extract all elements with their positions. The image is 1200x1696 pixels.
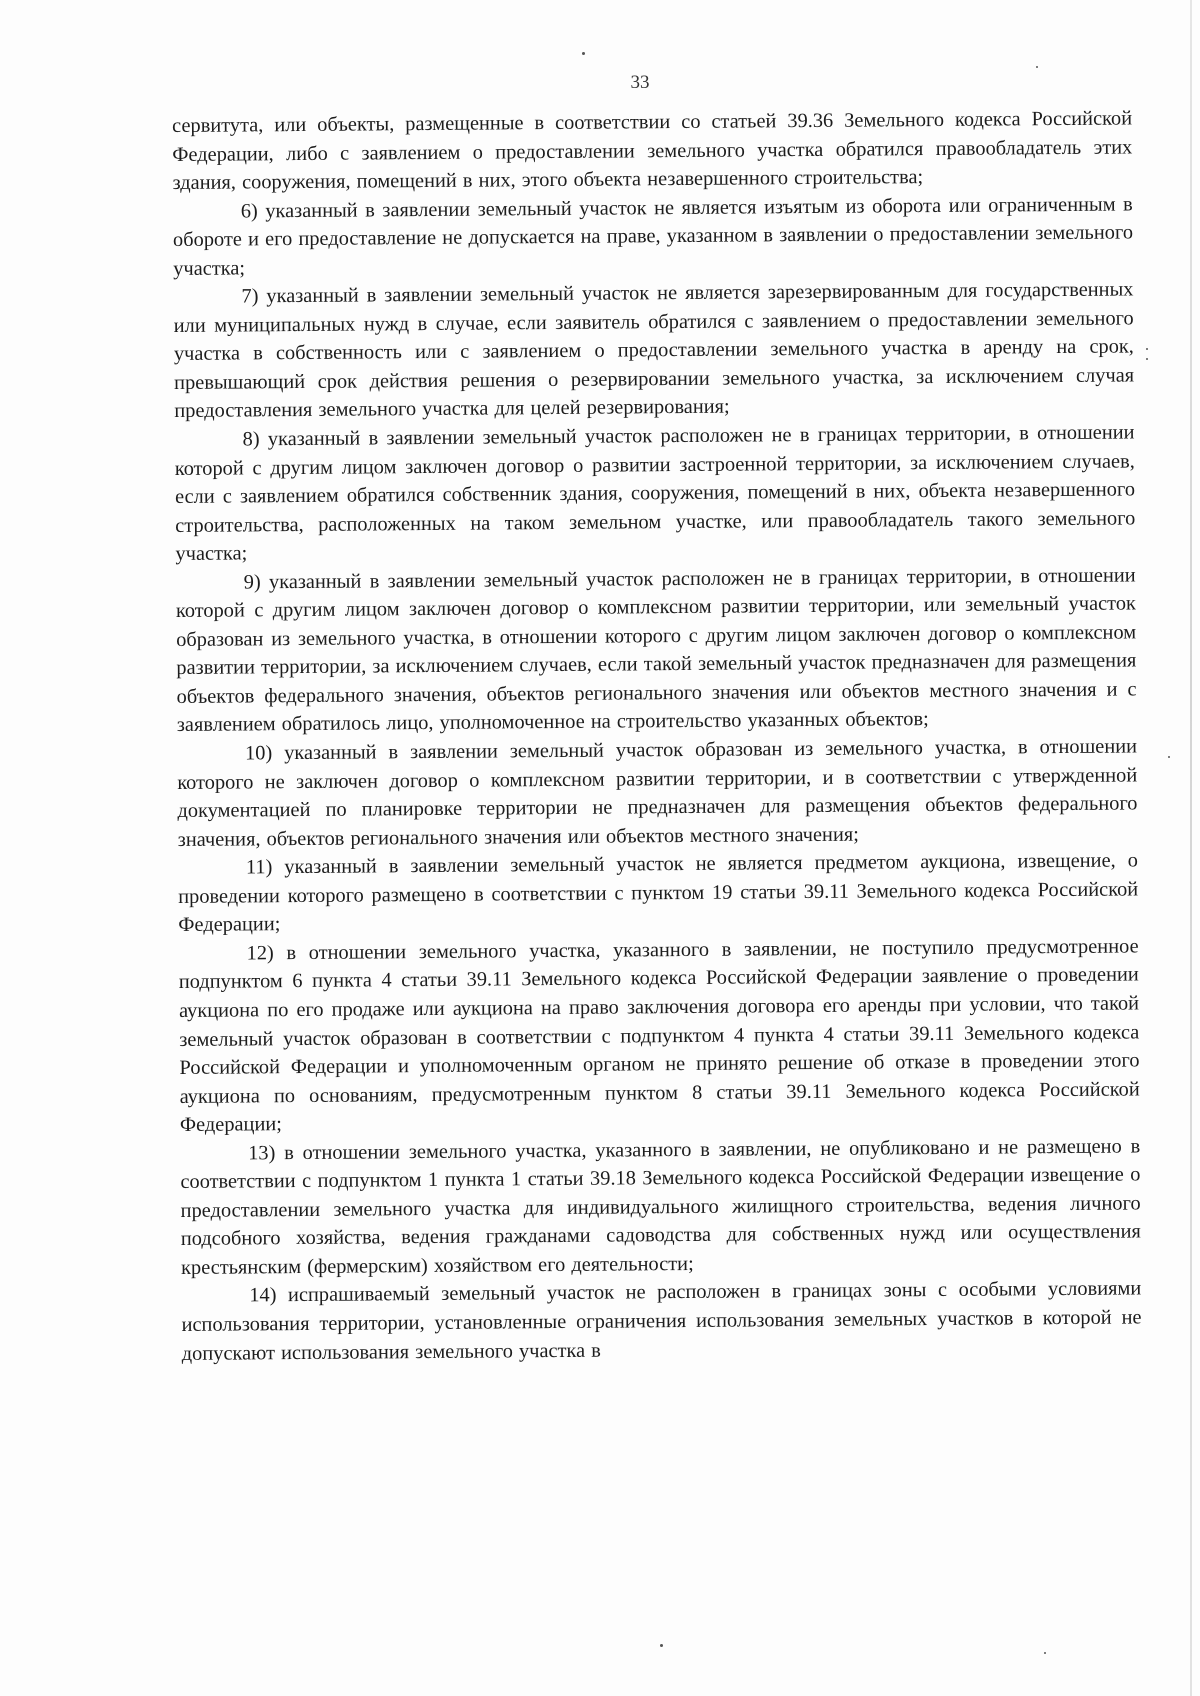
scan-edge-line: [1190, 0, 1192, 1696]
paragraph-item-14: 14) испрашиваемый земельный участок не расположен в границах зоны с особыми условиями использования территории, установленные ограничения использования земельных участков в которой не допускают использования земельного участка в: [181, 1277, 1142, 1365]
paragraph-item-7: 7) указанный в заявлении земельный участок не является зарезервированным для государственных или муниципальных нужд в случае, если заявитель обратился с заявлением о предоставлении земельного участка в собственность или с заявлением о предоставлении земельного участка в аренду на срок, превышающий срок действия решения о резервировании земельного участка, за исключением случая предоставления земельного участка для целей резервирования;: [173, 278, 1135, 423]
paragraph-item-9: 9) указанный в заявлении земельный участок расположен не в границах территории, в отношении которой с другим лицом заключен договор о комплексном развитии территории, или земельный участок образован из земельного участка, в отношении которого с другим лицом заключен договор о комплексном развитии территории, за исключением случаев, если такой земельный участок предназначен для размещения объектов федерального значения, объектов регионального значения или объектов местного значения и с заявлением обратилось лицо, уполномоченное на строительство указанных объектов;: [175, 564, 1137, 737]
scan-speck: [1146, 358, 1148, 360]
paragraph-item-13: 13) в отношении земельного участка, указанного в заявлении, не опубликовано и не размещено в соответствии с подпунктом 1 пункта 1 статьи 39.18 Земельного кодекса Российской Федерации извещение о предоставлении земельного участка для индивидуального жилищного строительства, ведения личного подсобного хозяйства, ведения гражданами садоводства для собственных нужд или осуществления крестьянским (фермерским) хозяйством его деятельности;: [180, 1135, 1141, 1279]
paragraph-item-12: 12) в отношении земельного участка, указанного в заявлении, не поступило предусмотренное подпунктом 6 пункта 4 статьи 39.11 Земельного кодекса Российской Федерации заявление о проведении аукциона по его продаже или аукциона на право заключения договора его аренды при условии, что такой земельный участок образован в соответствии с подпунктом 4 пункта 4 статьи 39.11 Земельного кодекса Российской Федерации и уполномоченным органом не принято решение об отказе в проведении этого аукциона по основаниям, предусмотренным пунктом 8 статьи 39.11 Земельного кодекса Российской Федерации;: [178, 935, 1140, 1137]
paragraph-item-10: 10) указанный в заявлении земельный участок образован из земельного участка, в отношении которого не заключен договор о комплексном развитии территории, и в соответствии с утвержденной документацией по планировке территории не предназначен для размещения объектов федерального значения, объектов регионального значения или объектов местного значения;: [177, 735, 1138, 851]
scan-speck: [1044, 1652, 1046, 1654]
paragraph-item-6: 6) указанный в заявлении земельный участок не является изъятым из оборота или ограниченным в обороте и его предоставление не допускается на праве, указанном в заявлении о предоставлении земельного участка;: [172, 193, 1134, 280]
document-body: [172, 104, 1142, 1368]
scan-speck: [1146, 348, 1148, 350]
scan-speck: [1168, 756, 1170, 758]
scan-speck: [582, 52, 585, 55]
paragraph-item-11: 11) указанный в заявлении земельный участок не является предметом аукциона, извещение, о проведении которого размещено в соответствии с пунктом 19 статьи 39.11 Земельного кодекса Российской Федерации;: [178, 849, 1139, 937]
page-number: 33: [630, 72, 650, 93]
scan-speck: [1036, 66, 1038, 68]
paragraph-continuation: сервитута, или объекты, размещенные в соответствии со статьей 39.36 Земельного кодекса Российской Федерации, либо с заявлением о предоставлении земельного участка обратился правообладатель этих здания, сооружения, помещений в них, этого объекта незавершенного строительства;: [172, 107, 1133, 195]
paragraph-item-8: 8) указанный в заявлении земельный участок расположен не в границах территории, в отношении которой с другим лицом заключен договор о развитии застроенной территории, за исключением случаев, если с заявлением обратился собственник здания, сооружения, помещений в них, объекта незавершенного строительства, расположенных на таком земельном участке, или правообладатель такого земельного участка;: [174, 421, 1136, 566]
scan-speck: [660, 1644, 663, 1647]
